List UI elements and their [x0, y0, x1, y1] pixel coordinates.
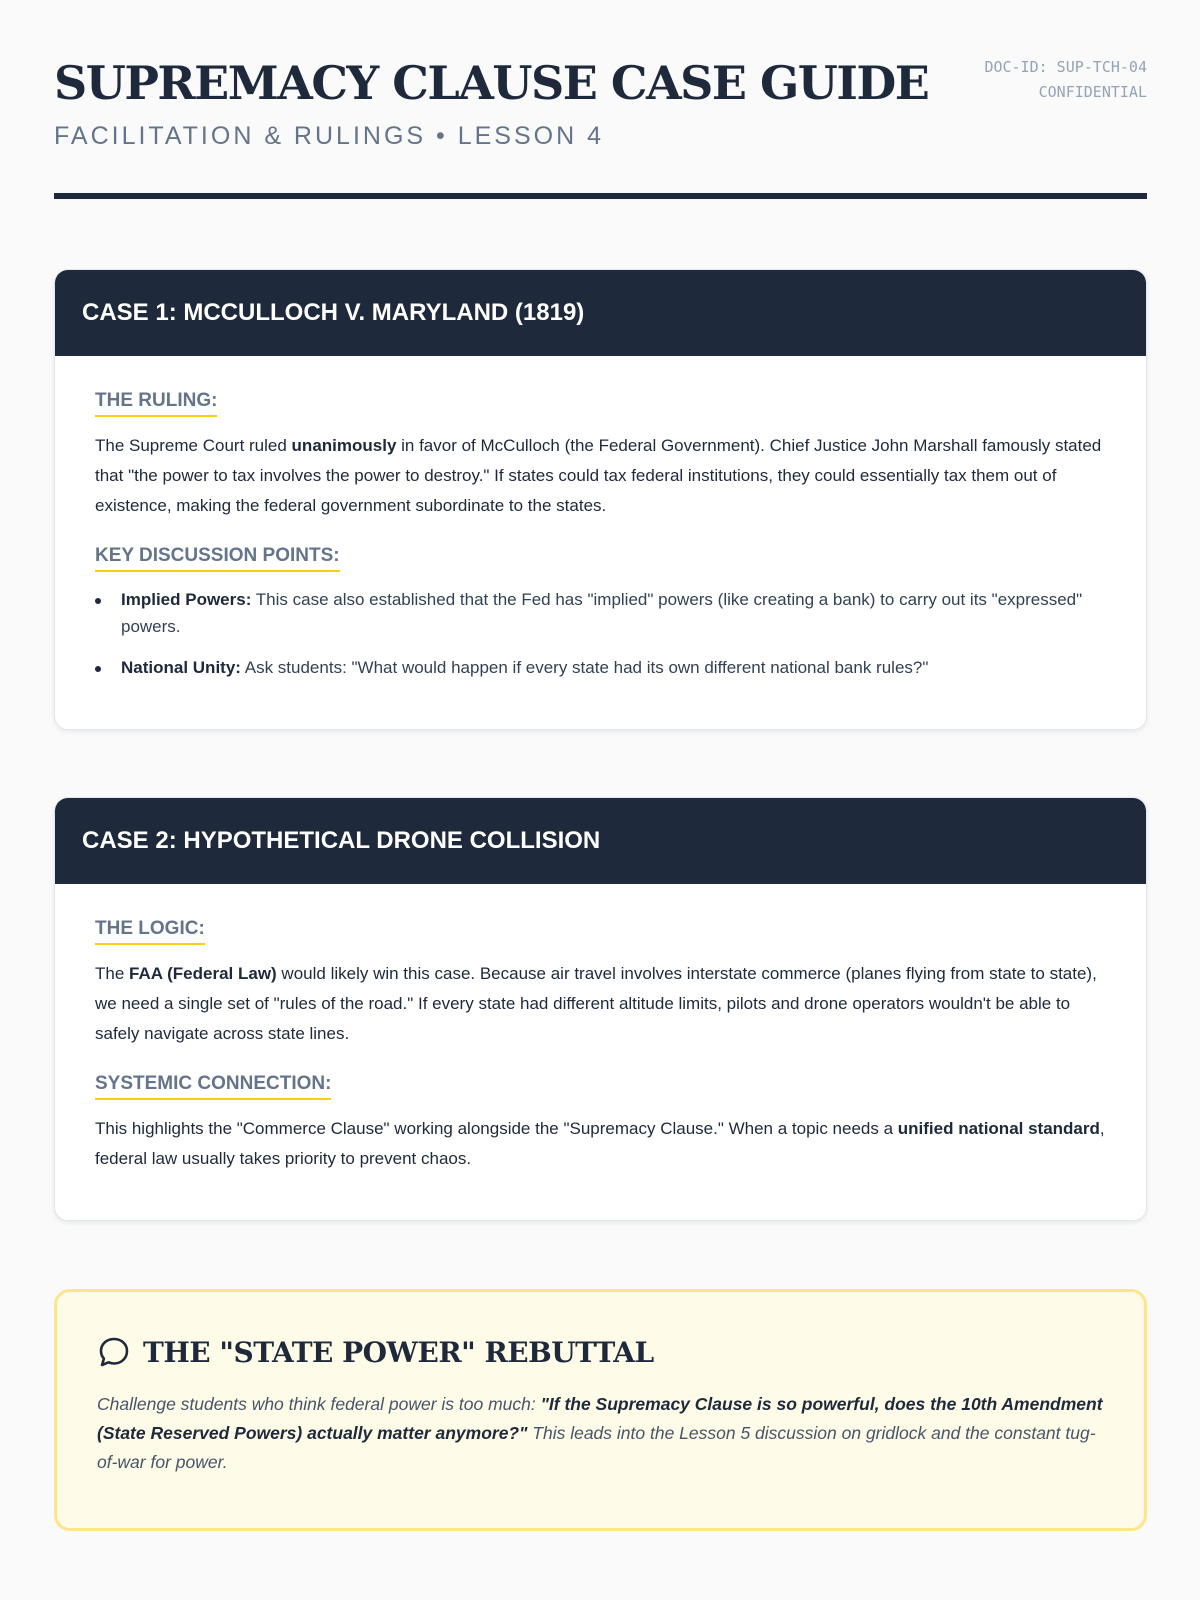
document-meta [984, 55, 1147, 105]
header-divider [54, 193, 1147, 199]
case-2-body [55, 884, 1146, 1174]
discussion-points-list [95, 586, 1106, 681]
ruling-text: The Supreme Court ruled unanimously in favor of McCulloch (the Federal Government). Chief Justice John Marshall famously stated that "the power to tax involves the power to destroy." If states could tax federal institutions, they could essentially tax them out of existence, making the federal government subordinate to the states. [95, 436, 1102, 515]
list-item: National Unity: Ask students: "What would happen if every state had its own different national bank rules?" [95, 654, 1106, 681]
logic-text: The FAA (Federal Law) would likely win this case. Because air travel involves interstate commerce (planes flying from state to state), we need a single set of "rules of the road." If every state had different altitude limits, pilots and drone operators wouldn't be able to safely navigate across state lines. [95, 964, 1097, 1043]
chat-bubble-icon [97, 1335, 131, 1369]
discussion-label: KEY DISCUSSION POINTS: [95, 545, 340, 572]
doc-classification: CONFIDENTIAL [1038, 83, 1147, 101]
document-page [54, 0, 1147, 1472]
case-1-body [55, 356, 1146, 681]
rebuttal-callout [54, 1289, 1147, 1531]
case-card-2 [54, 797, 1147, 1221]
callout-text: Challenge students who think federal power is too much: "If the Supremacy Clause is so powerful, does the 10th Amendment (State Reserved Powers) actually matter anymore?" This leads into the Lesson 5 discussion on gridlock and the constant tug-of-war for power. [97, 1394, 1103, 1472]
document-header [54, 0, 1147, 200]
logic-label: THE LOGIC: [95, 918, 205, 945]
list-item: Implied Powers: This case also established that the Fed has "implied" powers (like creating a bank) to carry out its "expressed" powers. [95, 586, 1106, 640]
case-card-1 [54, 269, 1147, 730]
callout-title: THE "STATE POWER" REBUTTAL [143, 1335, 654, 1369]
systemic-text: This highlights the "Commerce Clause" working alongside the "Supremacy Clause." When a topic needs a unified national standard, federal law usually takes priority to prevent chaos. [95, 1119, 1105, 1168]
case-2-title: CASE 2: HYPOTHETICAL DRONE COLLISION [55, 798, 1146, 884]
ruling-label: THE RULING: [95, 390, 217, 417]
callout-header [97, 1332, 1104, 1372]
page-subtitle: FACILITATION & RULINGS • LESSON 4 [54, 122, 604, 150]
doc-id: DOC-ID: SUP-TCH-04 [984, 58, 1147, 76]
case-1-title: CASE 1: MCCULLOCH V. MARYLAND (1819) [55, 270, 1146, 356]
page-title: SUPREMACY CLAUSE CASE GUIDE [54, 56, 929, 110]
systemic-label: SYSTEMIC CONNECTION: [95, 1073, 331, 1100]
